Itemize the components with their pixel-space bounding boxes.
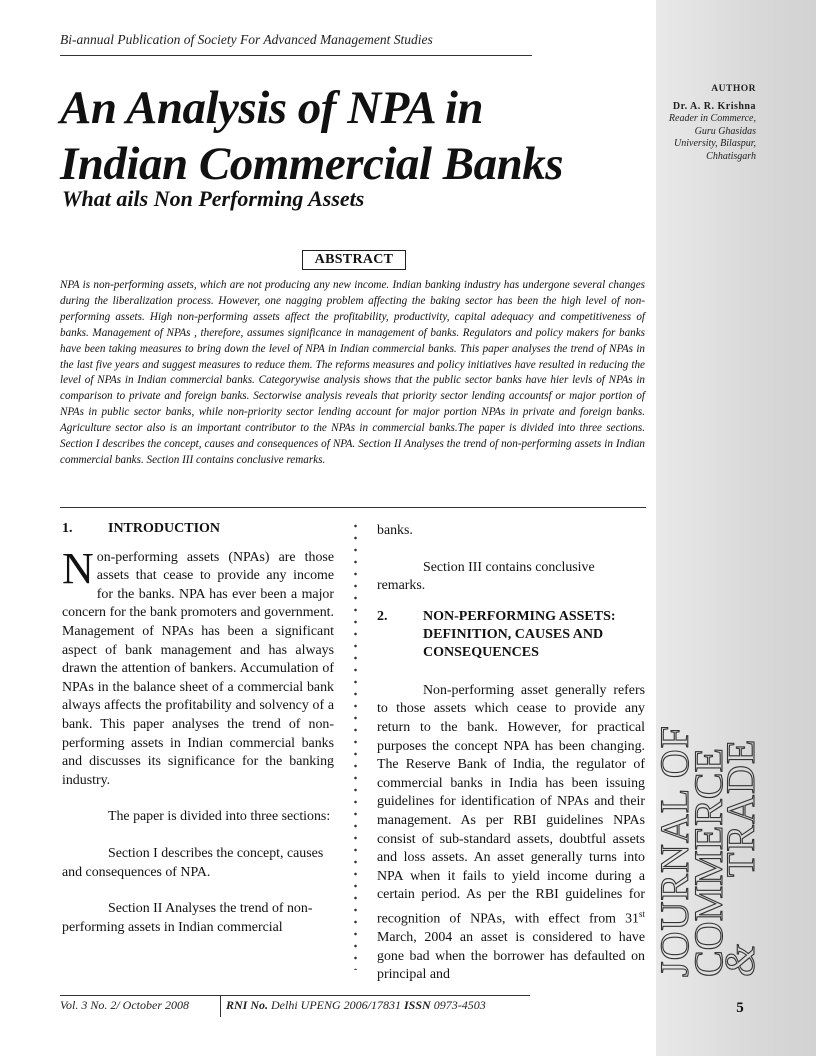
abstract-text: NPA is non-performing assets, which are not producing any new income. Indian banking industry has undergone several changes during the liberalization process. However, one nagging problem affecting the baking sector has been the high level of non- performing assets. High non-performing assets affect the profitability, productivity, capital adequacy and competitiveness of banks. Management of NPAs , therefore, assumes significance in management of banks. Regulators and policy makers for banks have been taking measures to bring down the level of NPA in Indian commercial banks. This paper analyses the trend of NPAs in the last five years and suggest measures to reduce them. The reforms measures and policy initiatives have resulted in reducing the level of NPAs in Indian commercial banks. Categorywise analysis shows that the public sector banks have hier levls of NPAs in comparison to private and foreign banks. Sectorwise analysis reveals that priority sector lending accountsf or major portion of NPAs in public sector banks, while non-priority sector lending account for major portion NPAs in private and foreign banks. Agriculture sector also is an important contributor to the NPAs in commercial banks.The paper is divided into three sections. Section I describes the concept, causes and consequences of NPA. Section II Analyses the trend of non-performing assets in Indian commercial banks. Section III contains conclusive remarks. (60, 279, 645, 466)
footer-registration (226, 998, 556, 1013)
issn-label: ISSN (404, 998, 431, 1012)
abstract-label: ABSTRACT (302, 250, 406, 270)
rni-value: Delhi UPENG 2006/17831 (271, 998, 402, 1012)
title-line-2: Indian Commercial Banks (60, 138, 563, 190)
section-1-number: 1. (62, 521, 73, 536)
article-title (60, 80, 650, 192)
right-column (377, 522, 645, 985)
section-1-title: INTRODUCTION (108, 521, 221, 536)
left-column (62, 520, 334, 937)
column-divider (354, 520, 357, 970)
superscript-st: st (638, 908, 645, 919)
page-number: 5 (736, 1000, 744, 1016)
author-affiliation-3: University, Bilaspur, (674, 138, 756, 149)
footer-volume: Vol. 3 No. 2/ October 2008 (60, 998, 189, 1012)
author-affiliation-4: Chhatisgarh (706, 150, 756, 162)
section-1-description: Section I describes the concept, causes and consequences of NPA. (62, 845, 324, 880)
section-2-title: NON-PERFORMING ASSETS: DEFINITION, CAUSES AND CONSEQUENCES (423, 608, 616, 660)
journal-line-3: TRADE (718, 738, 763, 877)
npa-definition-paragraph (377, 682, 645, 985)
footer-rule (60, 995, 530, 996)
npa-definition-text-end: March, 2004 an asset is considered to have gone bad when the borrower has defaulted on principal and (377, 930, 645, 983)
sections-paragraph: The paper is divided into three sections: (108, 809, 331, 825)
intro-paragraph-text: on-performing assets (NPAs) are those assets that cease to provide any income for the banks. NPA has ever been a major concern for the bank promoters and government. Management of NPAs has been a significant aspect of bank management and has always drawn the attention of bankers. Accumulation of NPAs in the balance sheet of a commercial bank always affects the profitability and solvency of a bank. This paper analyses the trend of non- performing assets in Indian commercial banks and discusses its significance for the banking industry. (62, 549, 334, 788)
journal-ampersand: & (718, 944, 764, 977)
drop-cap: N (62, 543, 94, 593)
section-2-description: Section II Analyses the trend of non-performing assets in Indian commercial (62, 901, 313, 935)
issn-value: 0973-4503 (433, 998, 486, 1012)
section-2-number: 2. (377, 608, 388, 624)
journal-line-2: COMMERCE (686, 748, 731, 977)
rni-label: RNI No. (226, 998, 269, 1012)
author-affiliation-2: Guru Ghasidas (694, 125, 756, 137)
npa-definition-text: Non-performing asset generally refers to those assets which cease to provide any return to the bank. However, for practical purposes the concept NPA has been changing. The Reserve Bank of India, the regulator of commercial banks in India has been issuing guidelines for identification of NPAs and their management. As per RBI guidelines NPAs consist of sub-standard assets, doubtful assets and loss assets. An asset generally turns into NPA when it fails to yield income during a certain period. As per the RBI guidelines for recognition of NPAs, with effect from 31 (377, 682, 645, 927)
footer-divider (220, 995, 221, 1017)
journal-line-1: JOURNAL OF (652, 725, 697, 977)
section-1-heading (62, 520, 334, 539)
section-2-heading (377, 608, 645, 662)
header-rule (60, 55, 532, 56)
author-name: Dr. A. R. Krishna (672, 100, 756, 112)
section-3-description: Section III contains conclusive remarks. (377, 559, 595, 594)
title-line-1: An Analysis of NPA in (60, 82, 484, 134)
author-block (600, 83, 756, 163)
article-subtitle: What ails Non Performing Assets (62, 186, 365, 211)
journal-logo (652, 645, 764, 980)
intro-paragraph (62, 543, 334, 791)
publication-line: Bi-annual Publication of Society For Advanced Management Studies (60, 32, 433, 47)
abstract-rule (60, 507, 646, 508)
continued-text: banks. (377, 523, 413, 538)
author-heading: AUTHOR (711, 84, 756, 94)
author-affiliation-1: Reader in Commerce, (668, 113, 756, 124)
